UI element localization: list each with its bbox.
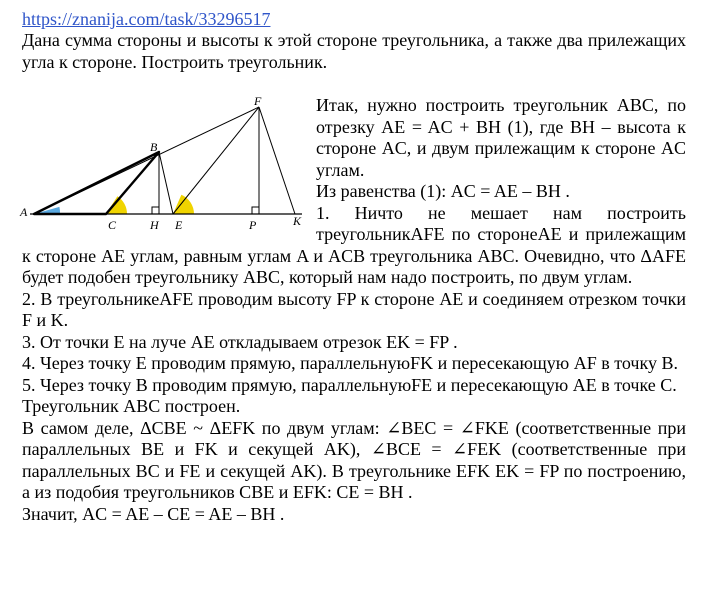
geometry-figure xyxy=(12,96,310,244)
paragraph-5: 3. От точки E на луче AE откладываем отрезок EK = FP . xyxy=(22,331,458,352)
label-e: E xyxy=(175,218,183,232)
problem-statement: Дана сумма стороны и высоты к этой стороне треугольника, а также два прилежащих угла к стороне. Построить треугольник. xyxy=(22,30,686,72)
paragraph-2: Из равенства (1): AC = AE – BH . xyxy=(316,181,570,201)
paragraph-7: 5. Через точку B проводим прямую, параллельнуюFE и пересекающую AE в точке C. xyxy=(22,374,677,395)
triangle-abc xyxy=(34,152,159,214)
right-angle-h xyxy=(152,207,159,214)
paragraph-10: Значит, AC = AE – CE = AE – BH . xyxy=(22,503,285,524)
label-b: B xyxy=(150,140,158,154)
label-a: A xyxy=(20,205,28,219)
right-angle-p xyxy=(252,207,259,214)
label-k: K xyxy=(293,214,302,228)
paragraph-3: 1. Ничто не мешает нам построить треугольникAFE по сторонеAE и прилежащим к стороне AE углам, равным углам A и ACB треугольника ABC. Очевидно, что ΔAFE будет подобен треугольнику ABC, который нам надо построить, по двум углам. xyxy=(22,202,686,287)
label-c: C xyxy=(108,218,117,232)
page xyxy=(22,8,686,525)
paragraph-4: 2. В треугольникеAFE проводим высоту FP к стороне AE и соединяем отрезком точки F и K. xyxy=(22,288,686,330)
segment-be xyxy=(159,152,173,214)
label-f: F xyxy=(254,96,262,108)
source-link[interactable]: https://znanija.com/task/33296517 xyxy=(22,9,271,29)
segment-fk xyxy=(259,107,295,214)
paragraph-9: В самом деле, ΔCBE ~ ΔEFK по двум углам: ∠BEC = ∠FKE (соответственные при параллельных BE и FK и секущей AK), ∠BCE = ∠FEK (соответственные при параллельных BC и FE и секущей AK). В треугольнике EFK EK = FP по построению, а из подобия треугольников CBE и EFK: CE = BH . xyxy=(22,417,686,502)
label-p: P xyxy=(249,218,257,232)
angle-e-fill xyxy=(173,195,194,214)
segment-fe xyxy=(173,107,259,214)
label-h: H xyxy=(150,218,159,232)
spacer xyxy=(22,73,686,95)
paragraph-1: Итак, нужно построить треугольник ABC, по отрезку AE = AC + BH (1), где BH – высота к стороне AC, и двум прилежащим к стороне AC углам. xyxy=(316,95,686,180)
paragraph-6: 4. Через точку E проводим прямую, параллельнуюFK и пересекающую AF в точку B. xyxy=(22,353,678,373)
paragraph-8: Треугольник ABC построен. xyxy=(22,396,241,416)
